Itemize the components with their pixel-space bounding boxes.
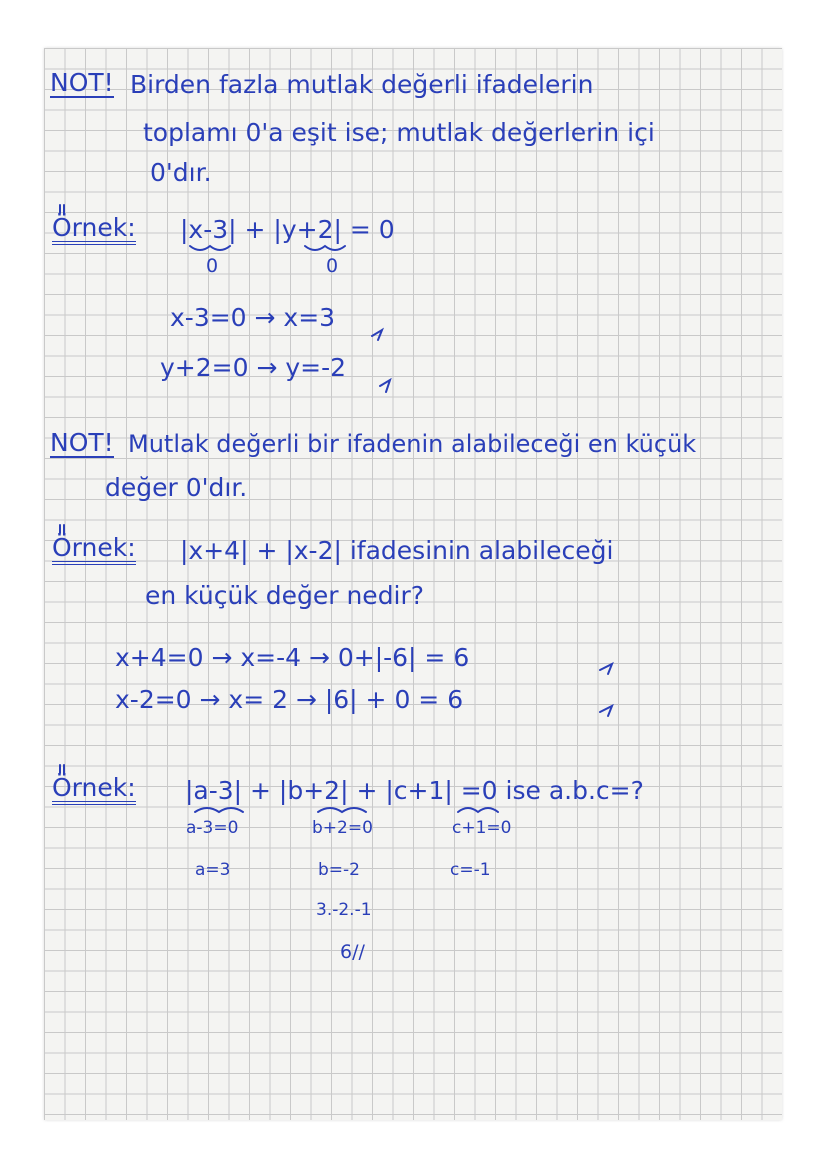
example1-step2: y+2=0 → y=-2 [160, 353, 347, 382]
example3-val-b: b=-2 [318, 860, 360, 880]
example2-step2: x-2=0 → x= 2 → |6| + 0 = 6 [115, 685, 464, 714]
example3-result: 6// [340, 941, 365, 963]
example1-equation: |x-3| + |y+2| = 0 [180, 215, 395, 244]
note2-label: NOT! [50, 428, 114, 457]
example1-step1: x-3=0 → x=3 [170, 303, 336, 332]
example1-zero-b: 0 [326, 255, 339, 277]
note2-line1: Mutlak değerli bir ifadenin alabileceği en küçük [128, 430, 697, 458]
example3-product: 3.-2.-1 [316, 900, 372, 920]
example2-question1: |x+4| + |x-2| ifadesinin alabileceği [180, 536, 614, 565]
example1-zero-a: 0 [206, 255, 219, 277]
example3-sub-a: a-3=0 [186, 818, 239, 838]
example3-question: |a-3| + |b+2| + |c+1| =0 ise a.b.c=? [185, 776, 644, 805]
example3-val-a: a=3 [195, 860, 231, 880]
example2-step1: x+4=0 → x=-4 → 0+|-6| = 6 [115, 643, 470, 672]
note1-label: NOT! [50, 68, 114, 97]
note1-line1: Birden fazla mutlak değerli ifadelerin [130, 70, 594, 99]
note1-line3: 0'dır. [150, 158, 212, 187]
note2-line2: değer 0'dır. [105, 473, 248, 502]
note1-line2: toplamı 0'a eşit ise; mutlak değerlerin içi [143, 118, 655, 147]
example2-label: Örnek: [52, 535, 136, 565]
example3-label: Örnek: [52, 775, 136, 805]
example1-label: Örnek: [52, 215, 136, 245]
example3-sub-b: b+2=0 [312, 818, 373, 838]
example3-val-c: c=-1 [450, 860, 491, 880]
example2-question2: en küçük değer nedir? [145, 581, 425, 610]
example3-sub-c: c+1=0 [452, 818, 512, 838]
